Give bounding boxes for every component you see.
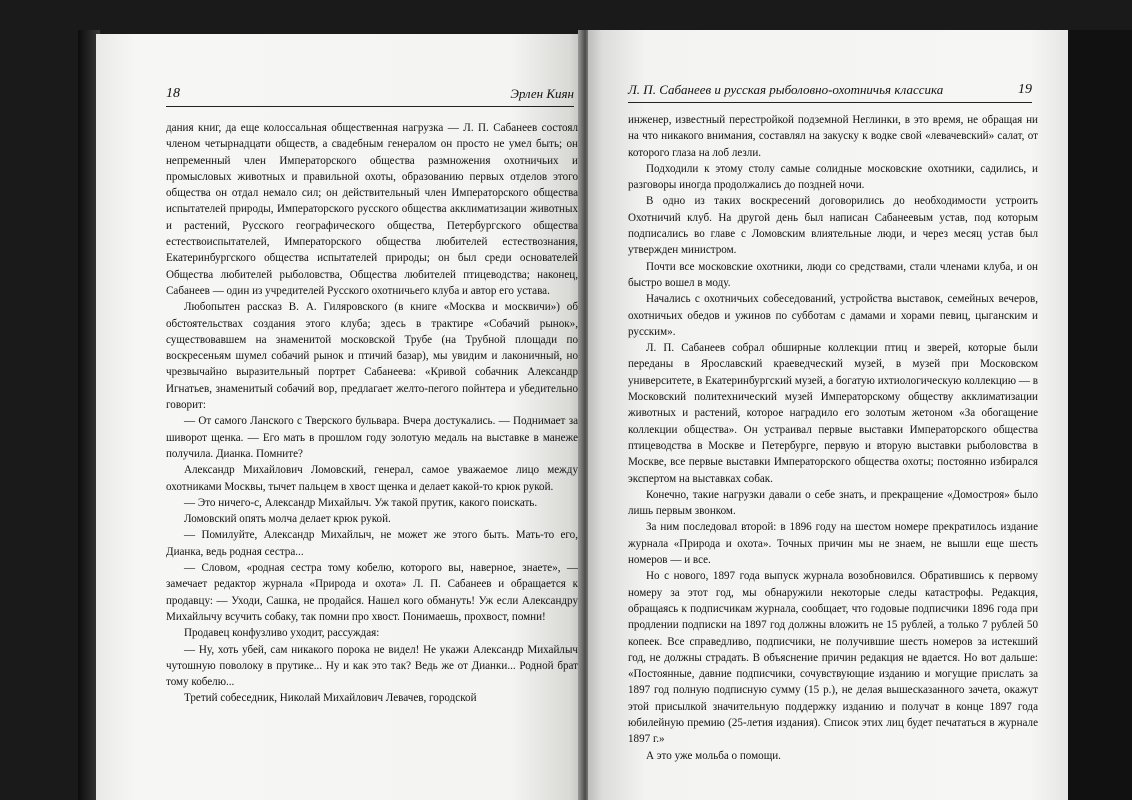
right-page — [588, 30, 1068, 800]
left-running-head: Эрлен Киян — [510, 86, 574, 101]
paragraph: Начались с охотничьих собеседований, устройства выставок, семейных вечеров, охотничьих обедов и ужинов по субботам с дамами и хорами певиц, цыганским и русским». — [628, 293, 1038, 338]
paragraph: Подходили к этому столу самые солидные московские охотники, садились, и разговоры иногда продолжались до поздней ночи. — [628, 162, 1038, 192]
right-running-head: Л. П. Сабанеев и русская рыболовно-охотничья классика — [628, 82, 944, 97]
paragraph: Почти все московские охотники, люди со средствами, стали членами клуба, и он быстро вошел в моду. — [628, 260, 1038, 289]
left-page-number: 18 — [166, 86, 180, 101]
background-edge — [1068, 30, 1132, 800]
paragraph: инженер, известный перестройкой подземной Неглинки, в это время, не обращая ни на что никакого внимания, составлял на закуску к водке свой «левачевский» салат, от которого глаза на лоб лезли. — [628, 114, 1038, 159]
paragraph: В одно из таких воскресений договорились до необходимости устроить Охотничий клуб. На другой день был написан Сабанеевым устав, под которым подписались во главе с Ломовским влиятельные люди, и через месяц устав был утвержден министром. — [628, 195, 1038, 257]
right-page-header — [628, 80, 1032, 103]
paragraph: А это уже мольба о помощи. — [646, 749, 781, 762]
paragraph: Но с нового, 1897 года выпуск журнала возобновился. Обратившись к первому номеру за этот год, мы обнаружили некоторые следы катастрофы. Редакция, обращаясь к подписчикам журнала, сообщает, что годовые подписчики 1896 года при продлении подписки на 1897 год должны вложить не 15 рублей, а только 7 рублей 50 копеек. Все справедливо, подписчики, не получившие шесть номеров за истекший год, не должны страдать. В объяснение причин редакция не вдается. Но вот дальше: «Постоянные, давние подписчики, сочувствующие изданию и могущие прислать за 1897 год полную подписную сумму (15 р.), не делая вышесказанного зачета, окажут этой присылкой значительную поддержку изданию и получат в конце 1897 года юбилейную премию (25-летия издания). Список этих лиц будет печататься в журнале 1897 г.» — [628, 570, 1038, 746]
paragraph: — От самого Ланского с Тверского бульвара. Вчера достукались. — Поднимает за шиворот щенка. — Его мать в прошлом году золотую медаль на выставке в манеже получила. Дианка. Помните? — [166, 415, 578, 460]
paragraph: Любопытен рассказ В. А. Гиляровского (в книге «Москва и москвичи») об обстоятельствах создания этого клуба; здесь в трактире «Собачий рынок», существовавшем на знаменитой московской Трубе (на Трубной площади по воскресеньям шумел собачий рынок и птичий базар), мы увидим и лаконичный, но чрезвычайно выразительный портрет Сабанеева: «Кривой собачник Александр Игнатьев, знаменитый собачий вор, предлагает желто-пегого пойнтера и убедительно говорит: — [166, 301, 578, 412]
paragraph: Конечно, такие нагрузки давали о себе знать, и прекращение «Домостроя» было лишь первым звонком. — [628, 488, 1038, 518]
paragraph: За ним последовал второй: в 1896 году на шестом номере прекратилось издание журнала «Природа и охота». Точных причин мы не знаем, не вышли еще шесть номеров — и все. — [628, 521, 1038, 567]
right-page-text — [628, 112, 1038, 764]
paragraph: Третий собеседник, Николай Михайлович Левачев, городской — [184, 692, 477, 705]
paragraph: — Помилуйте, Александр Михайлыч, не может же этого быть. Мать-то его, Дианка, ведь родная сестра... — [166, 529, 578, 558]
right-page-number: 19 — [1018, 82, 1032, 97]
paragraph: Ломовский опять молча делает крюк рукой. — [184, 513, 391, 526]
left-page-header — [166, 84, 574, 107]
paragraph: — Это ничего-с, Александр Михайлыч. Уж такой прутик, какого поискать. — [184, 496, 538, 509]
left-page-text — [166, 120, 578, 707]
paragraph: — Ну, хоть убей, сам никакого порока не видел! Не укажи Александр Михайлыч чутошную поволоку в прутике... Ну и как это так? Ведь же от Дианки... Родной брат тому кобелю... — [166, 643, 578, 689]
left-page — [96, 34, 584, 800]
paragraph: Продавец конфузливо уходит, рассуждая: — [184, 627, 380, 640]
paragraph: — Словом, «родная сестра тому кобелю, которого вы, наверное, знаете», — замечает редактор журнала «Природа и охота» Л. П. Сабанеев и обращается к продавцу: — Уходи, Сашка, не продайся. Нашел кого обмануть! Уж если Александру Михайлычу всучить собаку, так помни про хвост. Понимаешь, прохвост, помни! — [166, 562, 578, 623]
paragraph: Александр Михайлович Ломовский, генерал, самое уважаемое лицо между охотниками Москвы, тычет пальцем в хвост щенка и делает какой-то крюк рукой. — [166, 464, 578, 493]
paragraph: Л. П. Сабанеев собрал обширные коллекции птиц и зверей, которые были переданы в Ярославский краеведческий музей, в музей при Московском университете, в Екатеринбургский музей, а богатую ихтиологическую коллекцию — в Московский политехнический музей Императорскому обществу акклиматизации животных и растений, которое наградило его золотым жетоном «За обогащение коллекции общества». Он устраивал первые выставки Императорского общества птицеводства в Москве и Петербурге, первую и вторую выставки рыболовства в Москве, все первые выставки Императорского общества охоты; постоянно избирался экспертом на выставках собак. — [628, 342, 1038, 485]
paragraph: дания книг, да еще колоссальная общественная нагрузка — Л. П. Сабанеев состоял членом четырнадцати обществ, а свадебным генералом он просто не умел быть; он непременный член Императорского общества размножения охотничьих и промысловых животных и правильной охоты, образованию первых отделов этого общества он отдал немало сил; он действительный член Императорского общества испытателей природы, Императорского русского общества акклиматизации животных и растений, Русского географического общества, Петербургского общества естествоиспытателей, Императорского общества любителей естествознания, Екатеринбургского общества испытателей природы; он был среди основателей Общества любителей рыболовства, Общества любителей птицеводства; наконец, Сабанеев — один из учредителей Русского охотничьего клуба и автор его устава. — [166, 122, 578, 297]
